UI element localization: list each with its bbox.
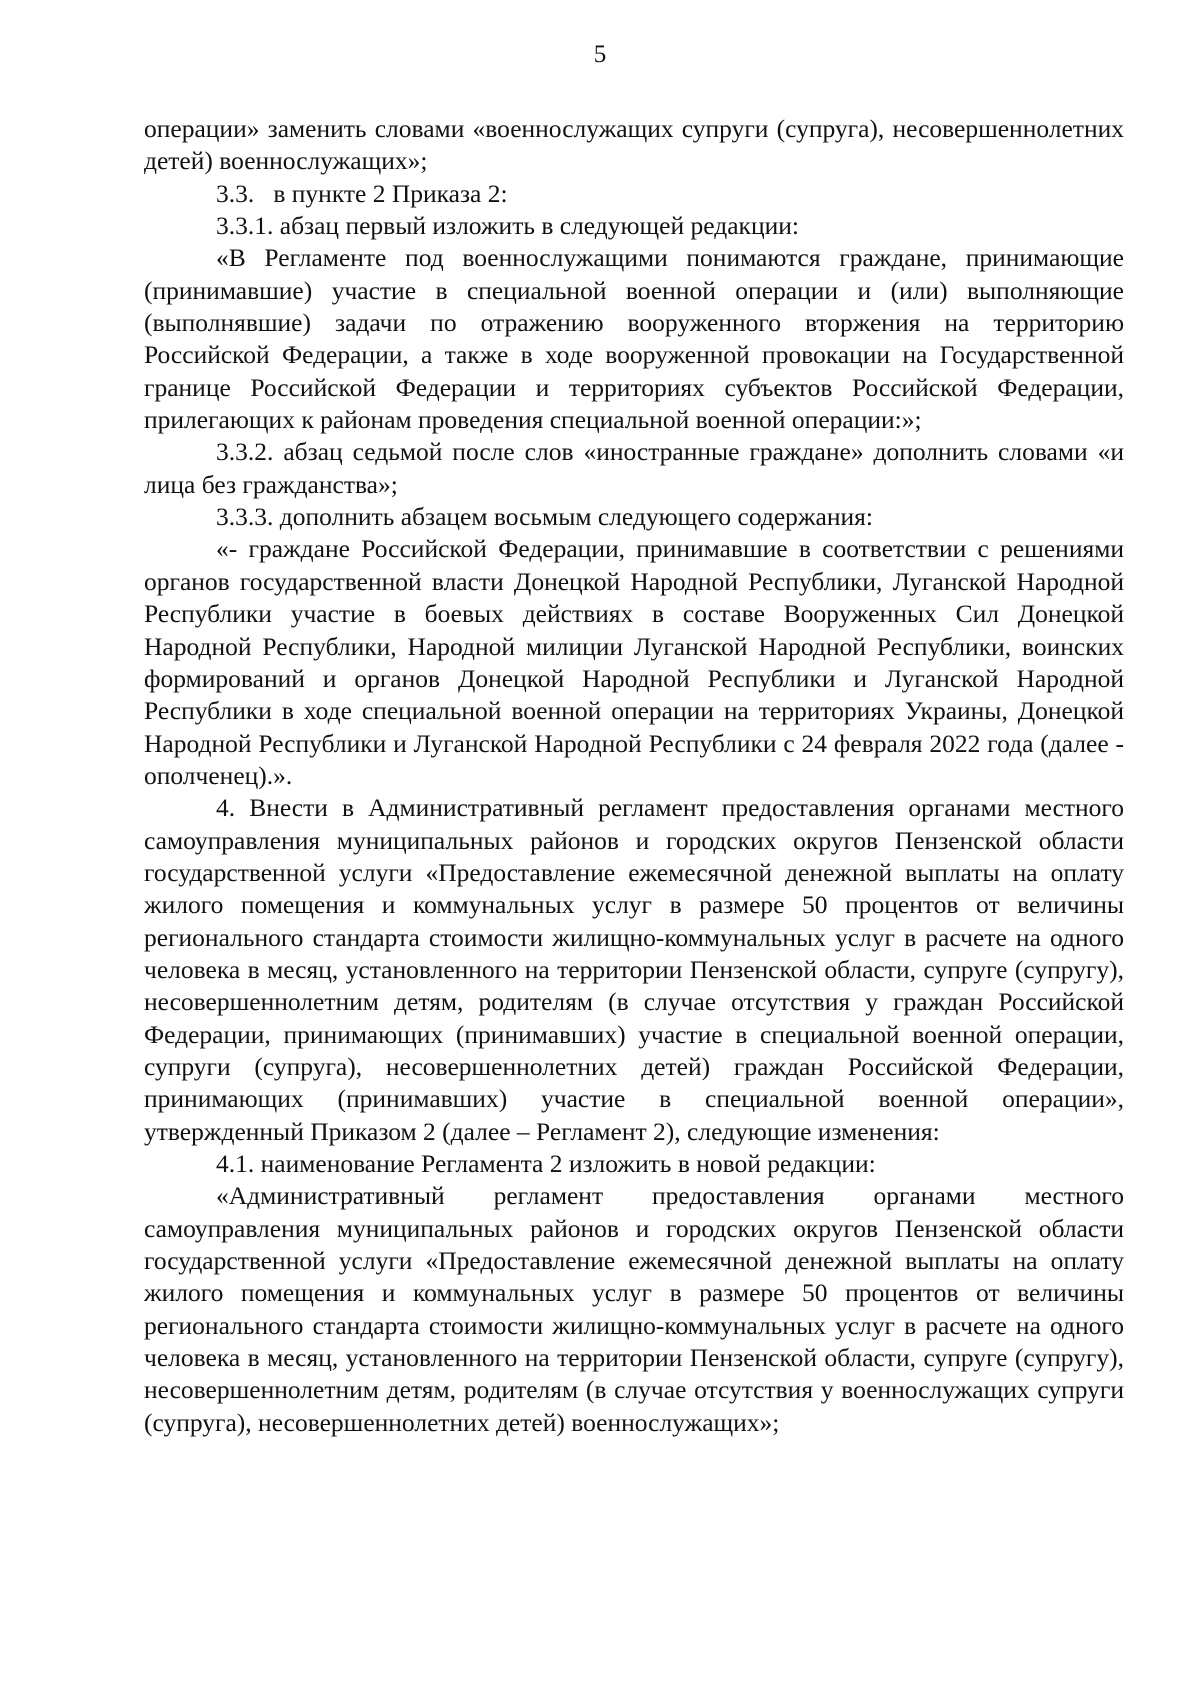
paragraph-item-4: 4. Внести в Административный регламент предоставления органами местного самоуправления муниципальных районов и городских округов Пензенской области государственной услуги «Предоставление ежемесячной денежной выплаты на оплату жилого помещения и коммунальных услуг в размере 50 процентов от величины регионального стандарта стоимости жилищно-коммунальных услуг в расчете на одного человека в месяц, установленного на территории Пензенской области, супруге (супругу), несовершеннолетним детям, родителям (в случае отсутствия у граждан Российской Федерации, принимающих (принимавших) участие в специальной военной операции, супруги (супруга), несовершеннолетних детей) граждан Российской Федерации, принимающих (принимавших) участие в специальной военной операции», утвержденный Приказом 2 (далее – Регламент 2), следующие изменения:	[144, 793, 1124, 1146]
paragraph-item-3-3: 3.3. в пункте 2 Приказа 2:	[216, 178, 508, 208]
paragraph-quote-regulation-title: «Административный регламент предоставления органами местного самоуправления муниципальных районов и городских округов Пензенской области государственной услуги «Предоставление ежемесячной денежной выплаты на оплату жилого помещения и коммунальных услуг в размере 50 процентов от величины регионального стандарта стоимости жилищно-коммунальных услуг в расчете на одного человека в месяц, установленного на территории Пензенской области, супруге (супругу), несовершеннолетним детям, родителям (в случае отсутствия у военнослужащих супруги (супруга), несовершеннолетних детей) военнослужащих»;	[144, 1181, 1124, 1437]
paragraph-item-3-3-3: 3.3.3. дополнить абзацем восьмым следующего содержания:	[216, 502, 873, 532]
document-body	[144, 113, 1124, 1439]
paragraph-quote-militia-definition: «- граждане Российской Федерации, принимавшие в соответствии с решениями органов государственной власти Донецкой Народной Республики, Луганской Народной Республики участие в боевых действиях в составе Вооруженных Сил Донецкой Народной Республики, Народной милиции Луганской Народной Республики, воинских формирований и органов Донецкой Народной Республики и Луганской Народной Республики в ходе специальной военной операции на территориях Украины, Донецкой Народной Республики и Луганской Народной Республики с 24 февраля 2022 года (далее - ополченец).».	[144, 534, 1124, 790]
page-number: 5	[593, 41, 607, 68]
paragraph-item-3-3-2: 3.3.2. абзац седьмой после слов «иностранные граждане» дополнить словами «и лица без гражданства»;	[144, 437, 1124, 499]
paragraph-continuation: операции» заменить словами «военнослужащих супруги (супруга), несовершеннолетних детей) военнослужащих»;	[144, 114, 1124, 176]
paragraph-item-4-1: 4.1. наименование Регламента 2 изложить в новой редакции:	[216, 1149, 876, 1178]
paragraph-item-3-3-1: 3.3.1. абзац первый изложить в следующей редакции:	[216, 211, 799, 241]
paragraph-quote-regulation-definition: «В Регламенте под военнослужащими понимаются граждане, принимающие (принимавшие) участие в специальной военной операции и (или) выполняющие (выполнявшие) задачи по отражению вооруженного вторжения на территорию Российской Федерации, а также в ходе вооруженной провокации на Государственной границе Российской Федерации и территориях субъектов Российской Федерации, прилегающих к районам проведения специальной военной операции:»;	[144, 243, 1124, 435]
